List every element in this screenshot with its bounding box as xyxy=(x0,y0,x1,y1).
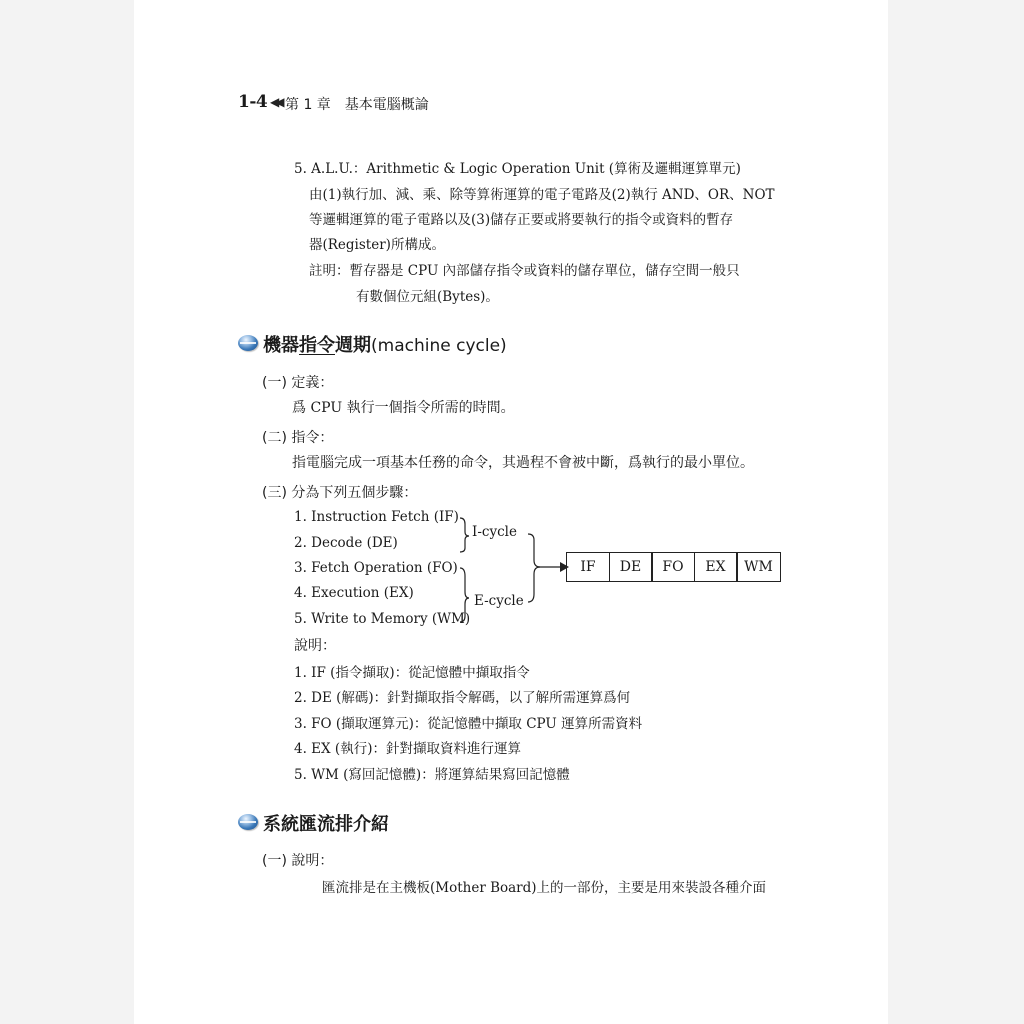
instruction-text: 指電腦完成一項基本任務的命令，其過程不會被中斷，爲執行的最小單位。 xyxy=(292,455,754,471)
stage-box-ex: EX xyxy=(694,552,738,582)
section-bullet-icon xyxy=(238,335,258,351)
double-left-arrow-icon: ◀◀ xyxy=(270,95,281,109)
stage-box-wm: WM xyxy=(736,552,781,582)
explain-item: 2. DE (解碼)：針對擷取指令解碼，以了解所需運算爲何 xyxy=(294,690,631,706)
page-number: 1-4 xyxy=(238,92,268,112)
step-item: 2. Decode (DE) xyxy=(294,535,398,551)
title-english: (machine cycle) xyxy=(371,336,507,356)
step-item: 4. Execution (EX) xyxy=(294,585,414,601)
section-machine-cycle-title xyxy=(263,331,507,357)
instruction-label: (二) 指令： xyxy=(262,430,334,446)
explain-item: 3. FO (擷取運算元)：從記憶體中擷取 CPU 運算所需資料 xyxy=(294,716,643,732)
section-system-bus-title: 系統匯流排介紹 xyxy=(263,814,389,835)
alu-line-2: 等邏輯運算的電子電路以及(3)儲存正要或將要執行的指令或資料的暫存 xyxy=(309,212,734,228)
explain-label: 說明： xyxy=(294,638,336,654)
alu-line-1: 由(1)執行加、減、乘、除等算術運算的電子電路及(2)執行 AND、OR、NOT xyxy=(309,187,775,203)
stage-box-fo: FO xyxy=(651,552,695,582)
icycle-brace xyxy=(460,518,469,552)
icycle-label: I-cycle xyxy=(472,524,517,540)
alu-note-line-1: 註明：暫存器是 CPU 內部儲存指令或資料的儲存單位，儲存空間一般只 xyxy=(309,263,740,279)
title-part-1: 機器 xyxy=(263,335,299,356)
bus-text: 匯流排是在主機板(Mother Board)上的一部份，主要是用來裝設各種介面 xyxy=(322,880,767,896)
chapter-title: 第 1 章 基本電腦概論 xyxy=(285,97,429,113)
step-item: 1. Instruction Fetch (IF) xyxy=(294,509,459,525)
book-page xyxy=(134,0,888,1024)
explain-item: 4. EX (執行)：針對擷取資料進行運算 xyxy=(294,741,521,757)
steps-label: (三) 分為下列五個步驟： xyxy=(262,485,418,501)
ecycle-label: E-cycle xyxy=(474,593,524,609)
explain-item: 1. IF (指令擷取)：從記憶體中擷取指令 xyxy=(294,665,530,681)
alu-title: 5. A.L.U.：Arithmetic & Logic Operation Unit (算術及邏輯運算單元) xyxy=(294,161,741,177)
definition-label: (一) 定義： xyxy=(262,375,334,391)
section-bullet-icon xyxy=(238,814,258,830)
alu-line-3: 器(Register)所構成。 xyxy=(309,237,445,253)
ecycle-brace xyxy=(460,568,469,622)
explain-item: 5. WM (寫回記憶體)：將運算結果寫回記憶體 xyxy=(294,767,570,783)
step-item: 3. Fetch Operation (FO) xyxy=(294,560,458,576)
bus-label: (一) 說明： xyxy=(262,853,334,869)
title-part-3: 週期 xyxy=(335,335,371,356)
alu-note-line-2: 有數個位元組(Bytes)。 xyxy=(356,289,499,305)
step-item: 5. Write to Memory (WM) xyxy=(294,611,471,627)
title-part-2: 指令 xyxy=(299,335,335,356)
definition-text: 爲 CPU 執行一個指令所需的時間。 xyxy=(292,400,515,416)
stage-box-de: DE xyxy=(609,552,653,582)
stage-box-if: IF xyxy=(566,552,610,582)
